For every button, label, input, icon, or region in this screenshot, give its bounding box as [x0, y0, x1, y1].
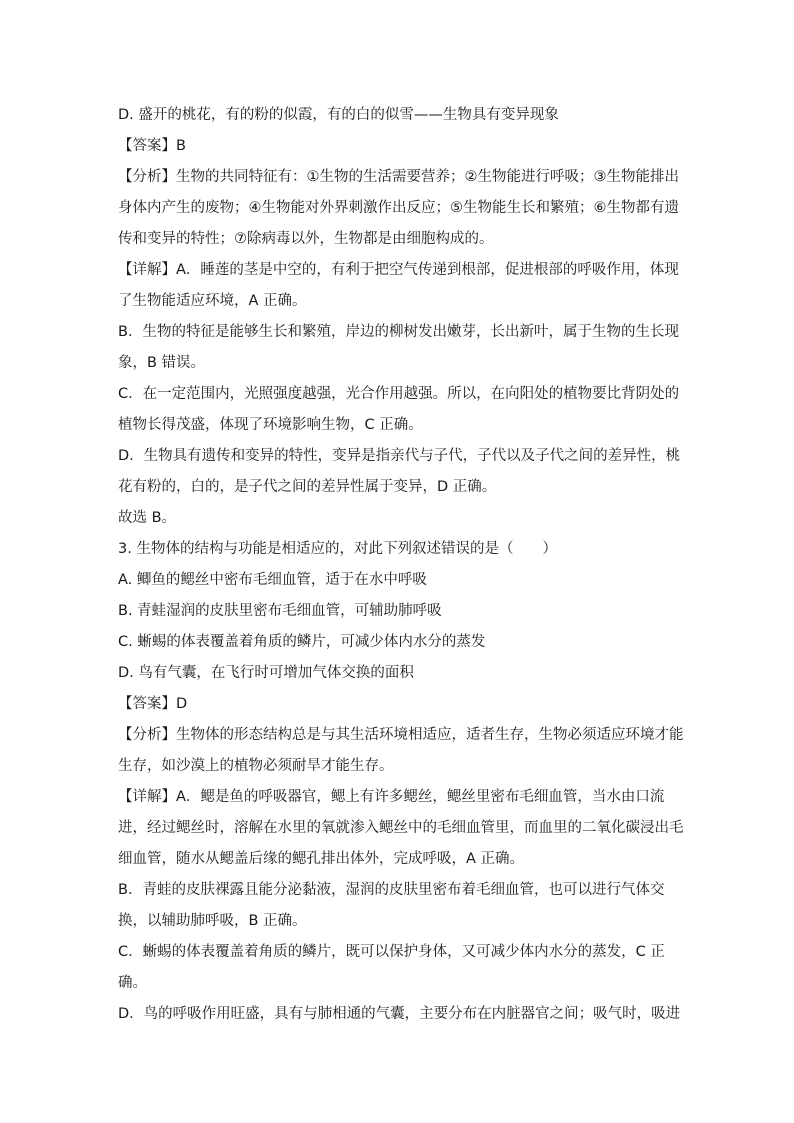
analysis-line: 【分析】生物体的形态结构总是与其生活环境相适应，适者生存，生物必须适应环境才能 [118, 727, 684, 743]
analysis-line: 生存，如沙漠上的植物必须耐旱才能生存。 [118, 758, 394, 774]
explanation-line: B．青蛙的皮肤裸露且能分泌黏液，湿润的皮肤里密布着毛细血管，也可以进行气体交 [118, 882, 665, 898]
explanation-line: 确。 [118, 975, 147, 991]
explanation-line: C．在一定范围内，光照强度越强，光合作用越强。所以，在向阳处的植物要比背阴处的 [118, 386, 680, 402]
explanation-line: C．蜥蜴的体表覆盖着角质的鳞片，既可以保护身体，又可减少体内水分的蒸发，C 正 [118, 944, 665, 960]
explanation-line: D．鸟的呼吸作用旺盛，具有与肺相通的气囊，主要分布在内脏器官之间；吸气时，吸进 [118, 1006, 681, 1022]
explanation-line: 【详解】A．睡莲的茎是中空的，有利于把空气传递到根部，促进根部的呼吸作用，体现 [118, 262, 679, 278]
explanation-line: 植物长得茂盛，体现了环境影响生物，C 正确。 [118, 417, 423, 433]
analysis-line: 传和变异的特性；⑦除病毒以外，生物都是由细胞构成的。 [118, 231, 494, 247]
question-3-stem: 3. 生物体的结构与功能是相适应的，对此下列叙述错误的是（ ） [118, 541, 557, 557]
explanation-line: 花有粉的，白的，是子代之间的差异性属于变异，D 正确。 [118, 479, 497, 495]
explanation-line: B．生物的特征是能够生长和繁殖，岸边的柳树发出嫩芽，长出新叶，属于生物的生长现 [118, 324, 679, 340]
explanation-line: 细血管，随水从鳃盖后缘的鳃孔排出体外，完成呼吸，A 正确。 [118, 851, 525, 867]
explanation-line: 了生物能适应环境，A 正确。 [118, 293, 307, 309]
explanation-line: 换，以辅助肺呼吸，B 正确。 [118, 913, 307, 929]
question-3-option-d: D. 鸟有气囊，在飞行时可增加气体交换的面积 [118, 665, 414, 681]
question-3-option-b: B. 青蛙湿润的皮肤里密布毛细血管，可辅助肺呼吸 [118, 603, 442, 619]
explanation-line: 象，B 错误。 [118, 355, 206, 371]
answer-line: 【答案】D [118, 696, 188, 712]
answer-line: 【答案】B [118, 138, 186, 154]
conclusion-line: 故选 B。 [118, 510, 177, 526]
explanation-line: 【详解】A．鳃是鱼的呼吸器官，鳃上有许多鳃丝，鳃丝里密布毛细血管，当水由口流 [118, 789, 665, 805]
explanation-line: 进，经过鳃丝时，溶解在水里的氧就渗入鳃丝中的毛细血管里，而血里的二氧化碳浸出毛 [118, 820, 684, 836]
analysis-line: 身体内产生的废物；④生物能对外界刺激作出反应；⑤生物能生长和繁殖；⑥生物都有遗 [118, 200, 679, 216]
question-3-option-a: A. 鲫鱼的鳃丝中密布毛细血管，适于在水中呼吸 [118, 572, 427, 588]
analysis-line: 【分析】生物的共同特征有：①生物的生活需要营养；②生物能进行呼吸；③生物能排出 [118, 169, 679, 185]
question-3-option-c: C. 蜥蜴的体表覆盖着角质的鳞片，可减少体内水分的蒸发 [118, 634, 486, 650]
explanation-line: D．生物具有遗传和变异的特性，变异是指亲代与子代，子代以及子代之间的差异性，桃 [118, 448, 681, 464]
option-d-line: D. 盛开的桃花，有的粉的似霞，有的白的似雪——生物具有变异现象 [118, 107, 559, 123]
